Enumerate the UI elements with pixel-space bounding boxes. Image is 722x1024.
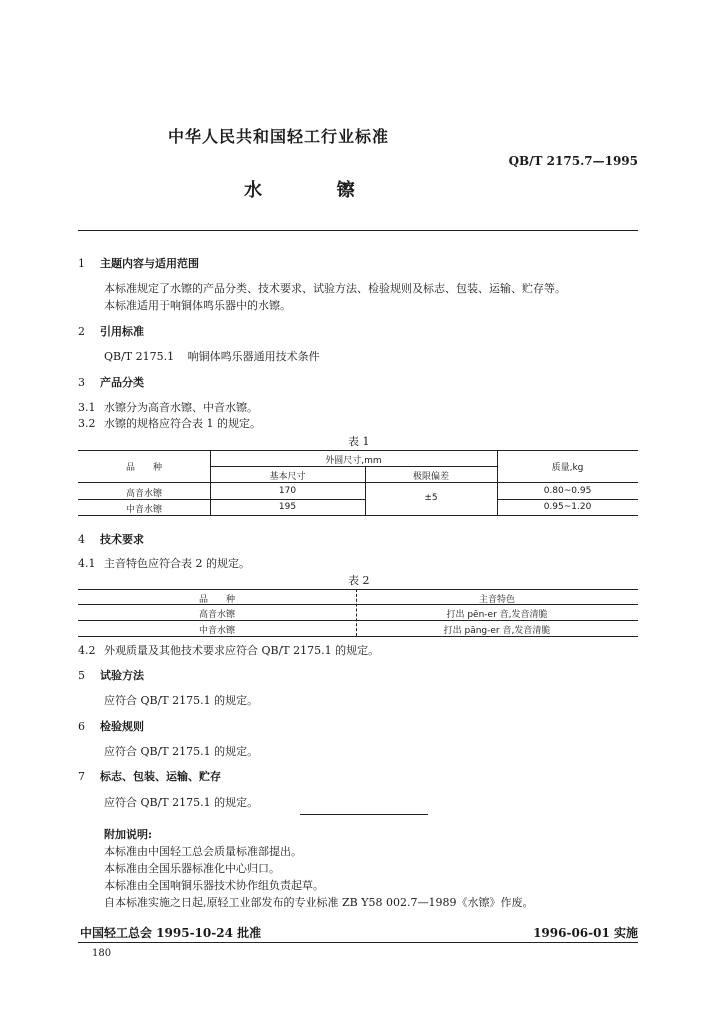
section-6-heading: 6 检验规则 <box>78 720 144 733</box>
section-3-heading: 3 产品分类 <box>78 376 144 389</box>
header-rule <box>78 230 638 231</box>
table-1-header-mass: 质量,kg <box>551 463 584 473</box>
footer-rule <box>78 942 638 943</box>
section-5-text: 应符合 QB/T 2175.1 的规定。 <box>104 694 259 707</box>
document-title <box>244 176 355 202</box>
title-char-2: 镲 <box>336 180 355 201</box>
table-1-header-basic-size: 基本尺寸 <box>269 472 306 482</box>
section-1-heading: 1 主题内容与适用范围 <box>78 257 199 270</box>
table-2-header-variety: 品 种 <box>198 595 235 605</box>
section-1-paragraph-1: 本标准规定了水镲的产品分类、技术要求、试验方法、检验规则及标志、包装、运输、贮存等。 <box>104 282 566 295</box>
issuing-body-header: 中华人民共和国轻工行业标准 <box>168 127 390 146</box>
clause-3-2: 3.2 水镲的规格应符合表 1 的规定。 <box>78 417 261 430</box>
table-1-caption: 表 1 <box>348 435 370 448</box>
approval-date: 中国轻工总会 1995-10-24 批准 <box>80 926 262 940</box>
section-7-heading: 7 标志、包装、运输、贮存 <box>78 770 221 783</box>
section-6-text: 应符合 QB/T 2175.1 的规定。 <box>104 745 259 758</box>
section-1-paragraph-2: 本标准适用于响铜体鸣乐器中的水镲。 <box>104 299 291 312</box>
section-7-text: 应符合 QB/T 2175.1 的规定。 <box>104 796 259 809</box>
table-cell-mass: 0.95~1.20 <box>543 502 592 512</box>
table-row: 高音水镲 <box>198 610 235 620</box>
page-number: 180 <box>92 948 112 959</box>
table-row: 中音水镲 <box>198 626 235 636</box>
table-cell-size: 195 <box>278 502 297 512</box>
end-rule <box>300 814 428 815</box>
notes-line-1: 本标准由中国轻工总会质量标准部提出。 <box>104 845 302 858</box>
clause-4-2: 4.2 外观质量及其他技术要求应符合 QB/T 2175.1 的规定。 <box>78 644 380 657</box>
notes-line-4: 自本标准实施之日起,原轻工业部发布的专业标准 ZB Y58 002.7—1989《水镲》作废。 <box>104 896 534 909</box>
table-cell-feature: 打出 pāng-er 音,发音清脆 <box>443 626 551 636</box>
reference-standard: QB/T 2175.1 响铜体鸣乐器通用技术条件 <box>104 350 320 363</box>
section-4-heading: 4 技术要求 <box>78 533 144 546</box>
clause-3-1: 3.1 水镲分为高音水镲、中音水镲。 <box>78 401 258 414</box>
clause-4-1: 4.1 主音特色应符合表 2 的规定。 <box>78 557 250 570</box>
table-cell-mass: 0.80~0.95 <box>543 486 592 496</box>
notes-title: 附加说明: <box>104 828 153 841</box>
effective-date: 1996-06-01 实施 <box>533 926 638 940</box>
title-char-1: 水 <box>244 180 262 201</box>
table-1-header-tolerance: 极限偏差 <box>412 472 449 482</box>
table-cell-feature: 打出 pēn-er 音,发音清脆 <box>446 610 548 620</box>
table-2-header-feature: 主音特色 <box>478 595 515 605</box>
table-row: 高音水镲 <box>125 489 162 499</box>
table-cell-tolerance: ±5 <box>424 493 438 503</box>
table-row: 中音水镲 <box>125 505 162 515</box>
notes-line-3: 本标准由全国响铜乐器技术协作组负责起草。 <box>104 879 324 892</box>
notes-line-2: 本标准由全国乐器标准化中心归口。 <box>104 862 280 875</box>
standard-code: QB/T 2175.7—1995 <box>508 154 638 168</box>
section-5-heading: 5 试验方法 <box>78 669 144 682</box>
table-2-caption: 表 2 <box>348 574 370 587</box>
table-1-header-variety: 品 种 <box>125 463 162 473</box>
table-1-header-outer-size: 外圆尺寸,mm <box>325 456 382 466</box>
table-cell-size: 170 <box>278 486 297 496</box>
section-2-heading: 2 引用标准 <box>78 325 144 338</box>
